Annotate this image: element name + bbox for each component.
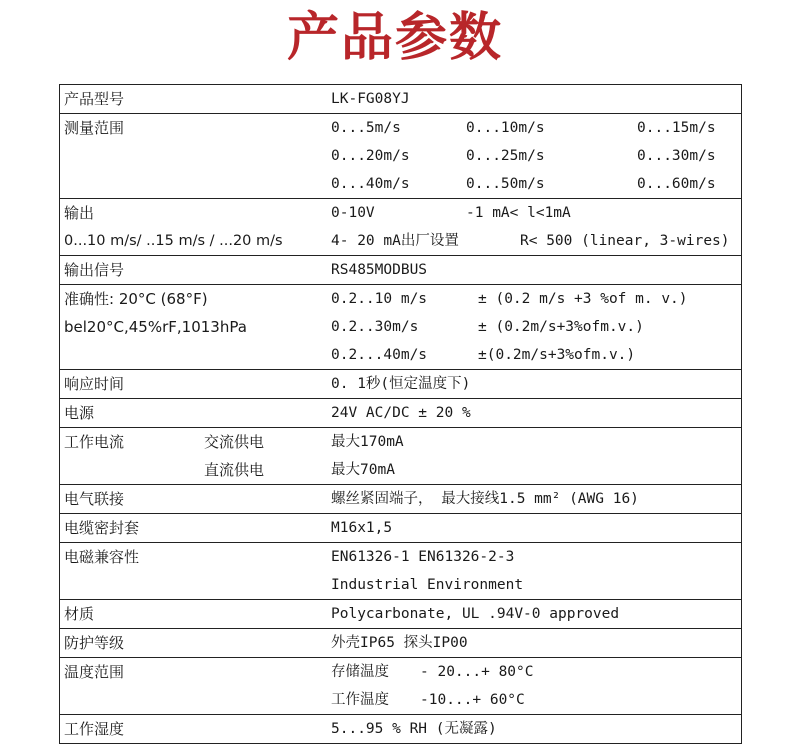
row-measurement-range xyxy=(59,114,742,199)
row-label: 电源 xyxy=(64,404,95,422)
sub-label: 直流供电 xyxy=(204,461,265,479)
row-value: 外壳IP65 探头IP00 xyxy=(331,635,468,651)
row-label: 输出信号 xyxy=(64,261,125,279)
range-value: 0...5m/s xyxy=(331,120,401,136)
row-value: 最大70mA xyxy=(331,462,395,478)
row-emc xyxy=(59,543,742,600)
row-label: 产品型号 xyxy=(64,90,125,108)
accuracy-range: 0.2..10 m/s xyxy=(331,291,428,307)
row-value: Industrial Environment xyxy=(331,577,524,593)
row-protection-class xyxy=(59,629,742,658)
row-cable-gland xyxy=(59,514,742,543)
row-value: 最大170mA xyxy=(331,434,404,450)
row-value: RS485MODBUS xyxy=(331,262,428,278)
row-output xyxy=(59,199,742,256)
row-label: 电缆密封套 xyxy=(64,519,140,537)
temp-value: - 20...+ 80°C xyxy=(420,664,534,680)
row-value: 5...95 % RH (无凝露) xyxy=(331,721,497,737)
row-working-humidity xyxy=(59,715,742,744)
accuracy-range: 0.2...40m/s xyxy=(331,347,428,363)
row-value: EN61326-1 EN61326-2-3 xyxy=(331,549,515,565)
row-label: 准确性: 20°C (68°F) xyxy=(64,290,208,308)
row-label: 电磁兼容性 xyxy=(64,548,140,566)
row-temperature-range xyxy=(59,658,742,715)
row-value: 24V AC/DC ± 20 % xyxy=(331,405,471,421)
range-value: 0...15m/s xyxy=(637,120,716,136)
range-value: 0...25m/s xyxy=(466,148,545,164)
row-value: Polycarbonate, UL .94V-0 approved xyxy=(331,606,620,622)
range-value: 0...60m/s xyxy=(637,176,716,192)
row-electrical-connection xyxy=(59,485,742,514)
accuracy-tolerance: ±(0.2m/s+3%ofm.v.) xyxy=(478,347,636,363)
row-label: 防护等级 xyxy=(64,634,125,652)
temp-value: -10...+ 60°C xyxy=(420,692,525,708)
row-material xyxy=(59,600,742,629)
row-label: 电气联接 xyxy=(64,490,125,508)
row-label: 温度范围 xyxy=(64,663,125,681)
sub-label: 交流供电 xyxy=(204,433,265,451)
row-label-secondary: bel20°C,45%rF,1013hPa xyxy=(64,318,247,336)
temp-type: 存储温度 xyxy=(331,664,389,680)
row-label: 材质 xyxy=(64,605,95,623)
spec-table xyxy=(59,84,742,744)
range-value: 0...40m/s xyxy=(331,176,410,192)
row-value: M16x1,5 xyxy=(331,520,393,536)
range-value: 0...30m/s xyxy=(637,148,716,164)
output-value: -1 mA< l<1mA xyxy=(466,205,571,221)
temp-type: 工作温度 xyxy=(331,692,389,708)
accuracy-range: 0.2..30m/s xyxy=(331,319,419,335)
output-value: 0-10V xyxy=(331,205,375,221)
row-value: 0. 1秒(恒定温度下) xyxy=(331,376,471,392)
row-accuracy xyxy=(59,285,742,370)
row-label: 输出 xyxy=(64,204,95,222)
accuracy-tolerance: ± (0.2m/s+3%ofm.v.) xyxy=(478,319,644,335)
row-response-time xyxy=(59,370,742,399)
range-value: 0...50m/s xyxy=(466,176,545,192)
row-value: LK-FG08YJ xyxy=(331,91,410,107)
row-working-current xyxy=(59,428,742,485)
output-value: 4- 20 mA出厂设置 xyxy=(331,233,459,249)
row-power-supply xyxy=(59,399,742,428)
output-value: R< 500 (linear, 3-wires) xyxy=(520,233,730,249)
row-label-secondary: 0...10 m/s/ ..15 m/s / ...20 m/s xyxy=(64,233,283,249)
row-label: 响应时间 xyxy=(64,375,125,393)
range-value: 0...10m/s xyxy=(466,120,545,136)
page-title: 产品参数 xyxy=(286,8,503,68)
row-output-signal xyxy=(59,256,742,285)
range-value: 0...20m/s xyxy=(331,148,410,164)
row-label: 工作电流 xyxy=(64,433,125,451)
row-value: 螺丝紧固端子， 最大接线1.5 mm² (AWG 16) xyxy=(331,491,639,507)
row-label: 工作湿度 xyxy=(64,720,125,738)
accuracy-tolerance: ± (0.2 m/s +3 %of m. v.) xyxy=(478,291,688,307)
row-label: 测量范围 xyxy=(64,119,125,137)
row-model xyxy=(59,85,742,114)
